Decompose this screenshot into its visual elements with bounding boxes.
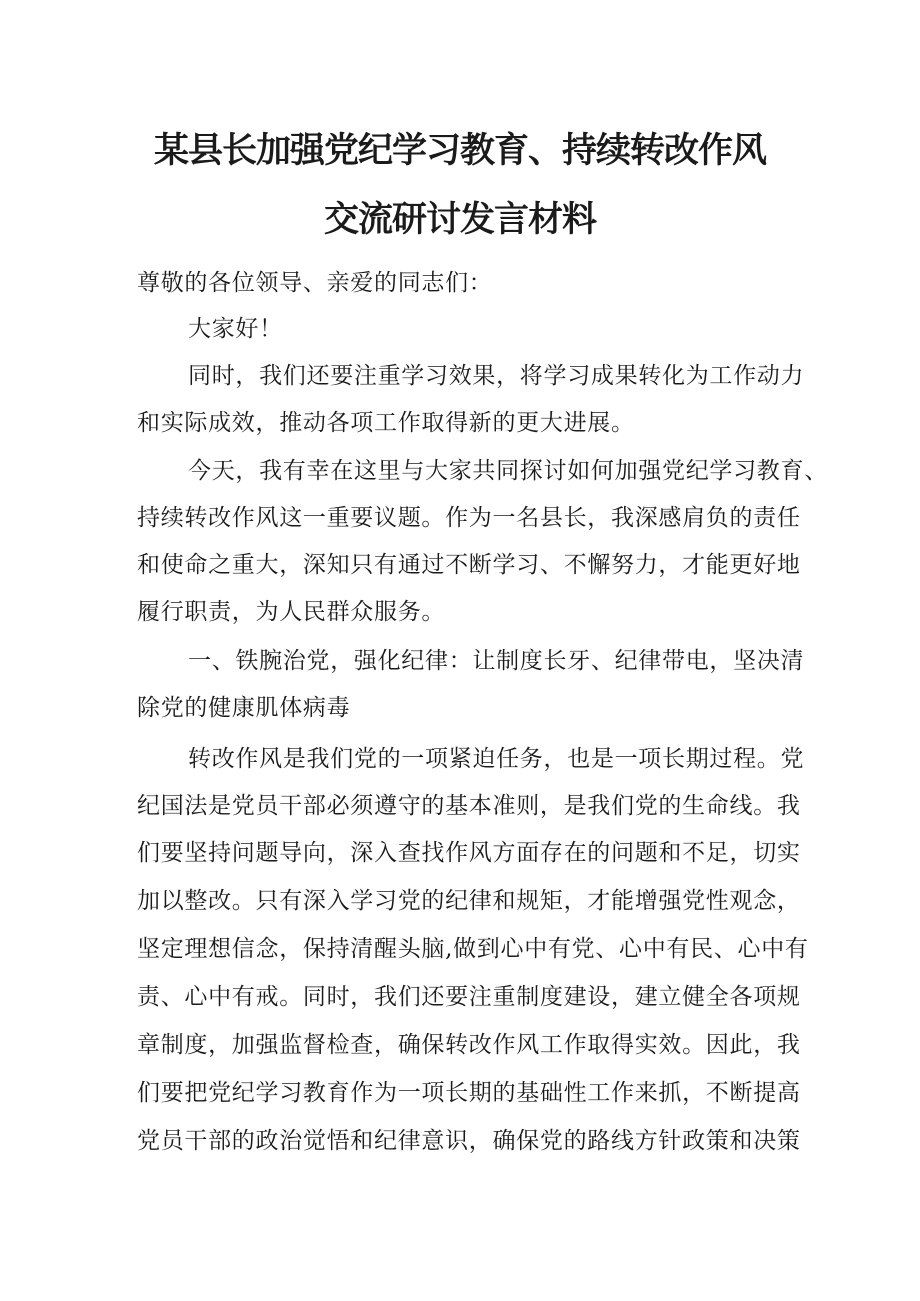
paragraph-line: 加以整改。只有深入学习党的纪律和规矩，才能增强党性观念， [137, 888, 801, 914]
paragraph-line: 坚定理想信念，保持清醒头脑,做到心中有党、心中有民、心中有 [137, 936, 809, 962]
paragraph-line: 和实际成效，推动各项工作取得新的更大进展。 [137, 410, 635, 436]
document-title-line-1: 某县长加强党纪学习教育、持续转改作风 [153, 131, 766, 171]
paragraph-line: 持续转改作风这一重要议题。作为一名县长，我深感肩负的责任 [137, 505, 801, 531]
greeting: 大家好！ [188, 316, 283, 342]
paragraph-line: 同时，我们还要注重学习效果，将学习成果转化为工作动力 [188, 363, 805, 389]
paragraph-line: 履行职责，为人民群众服务。 [137, 599, 446, 625]
paragraph-line: 今天，我有幸在这里与大家共同探讨如何加强党纪学习教育、 [188, 458, 828, 484]
section-heading-line: 一、铁腕治党，强化纪律：让制度长牙、纪律带电，坚决清 [188, 648, 805, 674]
paragraph-line: 纪国法是党员干部必须遵守的基本准则，是我们党的生命线。我 [137, 793, 801, 819]
paragraph-line: 和使命之重大，深知只有通过不断学习、不懈努力，才能更好地 [137, 552, 801, 578]
paragraph-line: 转改作风是我们党的一项紧迫任务，也是一项长期过程。党 [188, 746, 805, 772]
paragraph-line: 责、心中有戒。同时，我们还要注重制度建设，建立健全各项规 [137, 984, 801, 1010]
paragraph-line: 章制度，加强监督检查，确保转改作风工作取得实效。因此，我 [137, 1032, 801, 1058]
paragraph-line: 党员干部的政治觉悟和纪律意识，确保党的路线方针政策和决策 [137, 1128, 801, 1154]
paragraph-line: 们要把党纪学习教育作为一项长期的基础性工作来抓，不断提高 [137, 1080, 801, 1106]
paragraph-line: 们要坚持问题导向，深入查找作风方面存在的问题和不足，切实 [137, 840, 801, 866]
document-title-line-2: 交流研讨发言材料 [323, 200, 596, 240]
salutation: 尊敬的各位领导、亲爱的同志们： [137, 270, 493, 296]
section-heading-line: 除党的健康肌体病毒 [137, 695, 351, 721]
